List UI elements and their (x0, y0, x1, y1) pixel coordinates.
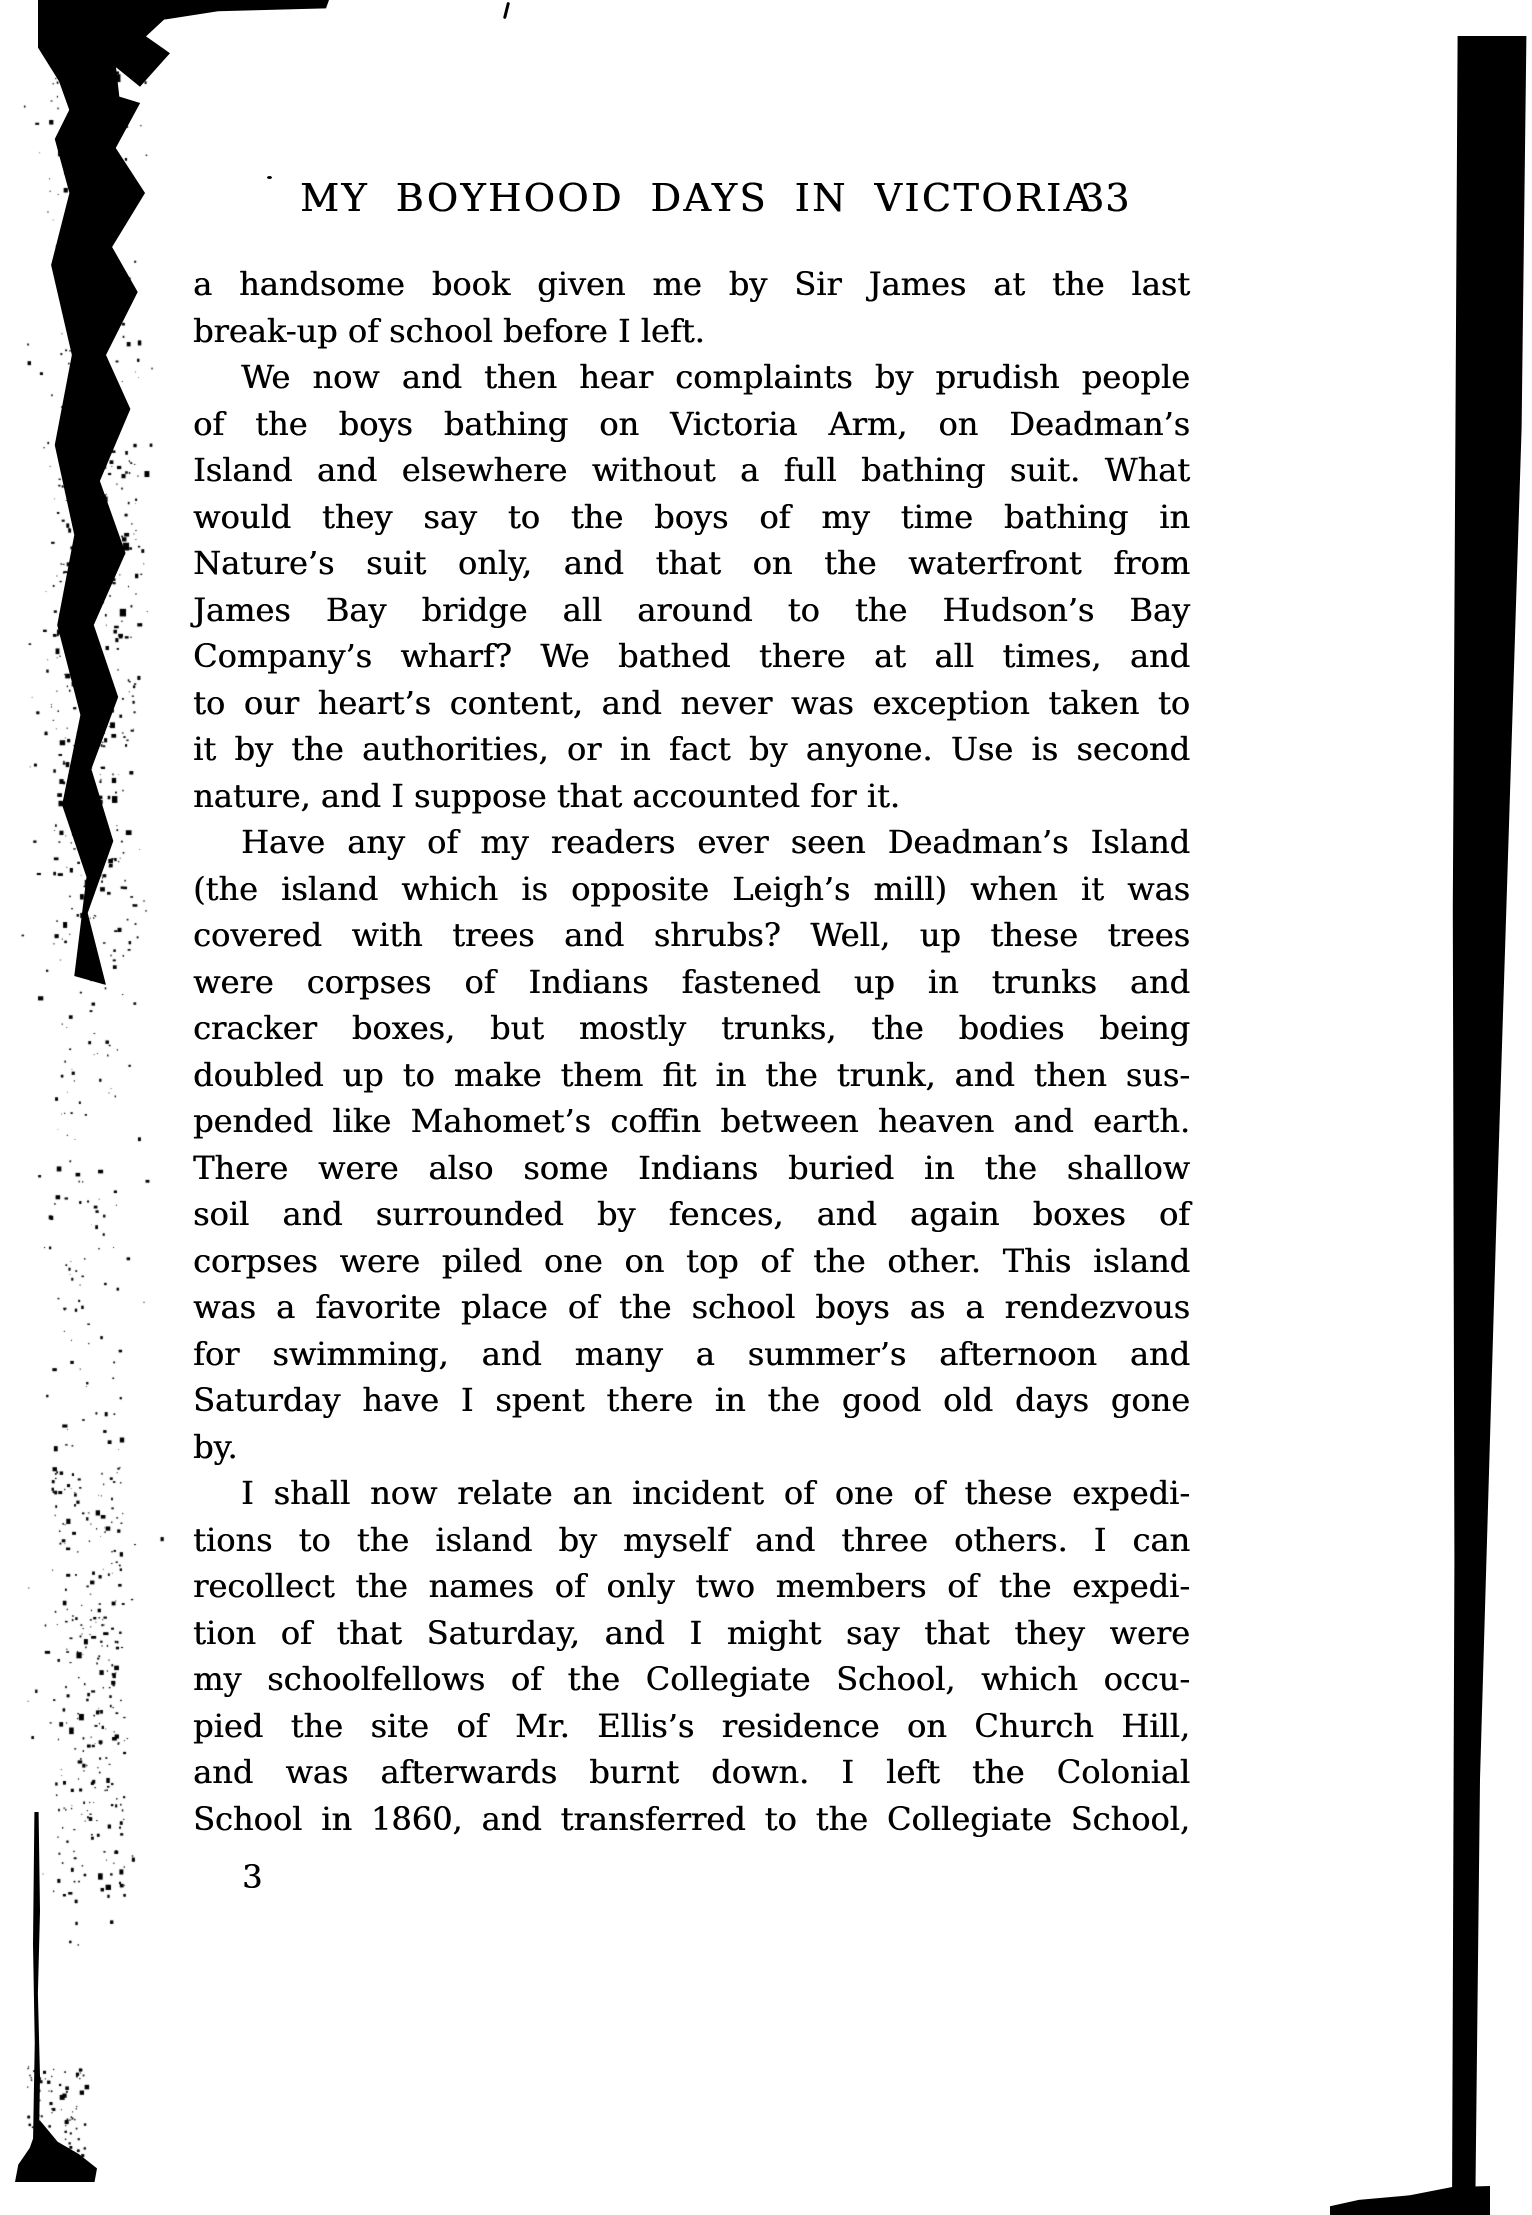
text-line: nature, and I suppose that accounted for it. (193, 776, 900, 815)
spine-shadow-foot (1330, 2186, 1490, 2215)
text-line: break-up of school before I left. (193, 311, 705, 350)
text-line: (the island which is opposite Leigh’s mill) when it was (193, 869, 1190, 908)
running-header-title: MY BOYHOOD DAYS IN VICTORIA (300, 176, 1094, 220)
text-line: Saturday have I spent there in the good old days gone (193, 1381, 1190, 1419)
text-line: doubled up to make them fit in the trunk, and then sus- (193, 1055, 1190, 1094)
text-line: soil and surrounded by fences, and again boxes of (193, 1195, 1190, 1233)
text-line: recollect the names of only two members of the expedi- (193, 1567, 1190, 1605)
text-line: Have any of my readers ever seen Deadman’s Island (241, 823, 1190, 861)
text-line: were corpses of Indians fastened up in trunks and (193, 962, 1190, 1001)
text-line: corpses were piled one on top of the other. This island (193, 1241, 1190, 1280)
text-line: my schoolfellows of the Collegiate School, which occu- (193, 1660, 1190, 1698)
text-line: for swimming, and many a summer’s afternoon and (193, 1334, 1190, 1373)
text-line: I shall now relate an incident of one of these expedi- (241, 1474, 1190, 1512)
text-line: of the boys bathing on Victoria Arm, on Deadman’s (193, 404, 1190, 443)
text-line: to our heart’s content, and never was exception taken to (193, 683, 1190, 722)
stray-ink-dot (267, 176, 272, 179)
text-line: We now and then hear complaints by prudish people (241, 358, 1190, 396)
text-line: School in 1860, and transferred to the Collegiate School, (193, 1799, 1190, 1838)
spine-shadow-bar-right (1448, 36, 1528, 2215)
text-line: There were also some Indians buried in the shallow (193, 1148, 1190, 1187)
text-line: by. (193, 1427, 238, 1466)
body-text (193, 261, 1190, 1842)
stray-ink-slash (503, 2, 510, 19)
text-line: Company’s wharf? We bathed there at all times, and (193, 637, 1190, 675)
text-line: would they say to the boys of my time bathing in (193, 497, 1190, 536)
text-line: a handsome book given me by Sir James at the last (193, 265, 1190, 303)
text-line: it by the authorities, or in fact by anyone. Use is second (193, 730, 1190, 768)
text-line: Island and elsewhere without a full bathing suit. What (193, 451, 1190, 489)
text-line: tions to the island by myself and three others. I can (193, 1520, 1190, 1559)
text-line: tion of that Saturday, and I might say that they were (193, 1613, 1190, 1652)
text-line: Nature’s suit only, and that on the waterfront from (193, 544, 1190, 582)
text-line: cracker boxes, but mostly trunks, the bodies being (193, 1009, 1190, 1047)
page-number: 33 (1080, 176, 1131, 220)
text-line: pended like Mahomet’s coffin between heaven and earth. (193, 1102, 1190, 1140)
text-line: and was afterwards burnt down. I left the Colonial (193, 1753, 1190, 1791)
text-line: pied the site of Mr. Ellis’s residence on Church Hill, (193, 1706, 1190, 1745)
text-line: covered with trees and shrubs? Well, up these trees (193, 916, 1190, 954)
signature-mark: 3 (242, 1858, 263, 1896)
text-line: was a favorite place of the school boys as a rendezvous (193, 1288, 1190, 1326)
text-line: James Bay bridge all around to the Hudson’s Bay (193, 590, 1190, 629)
